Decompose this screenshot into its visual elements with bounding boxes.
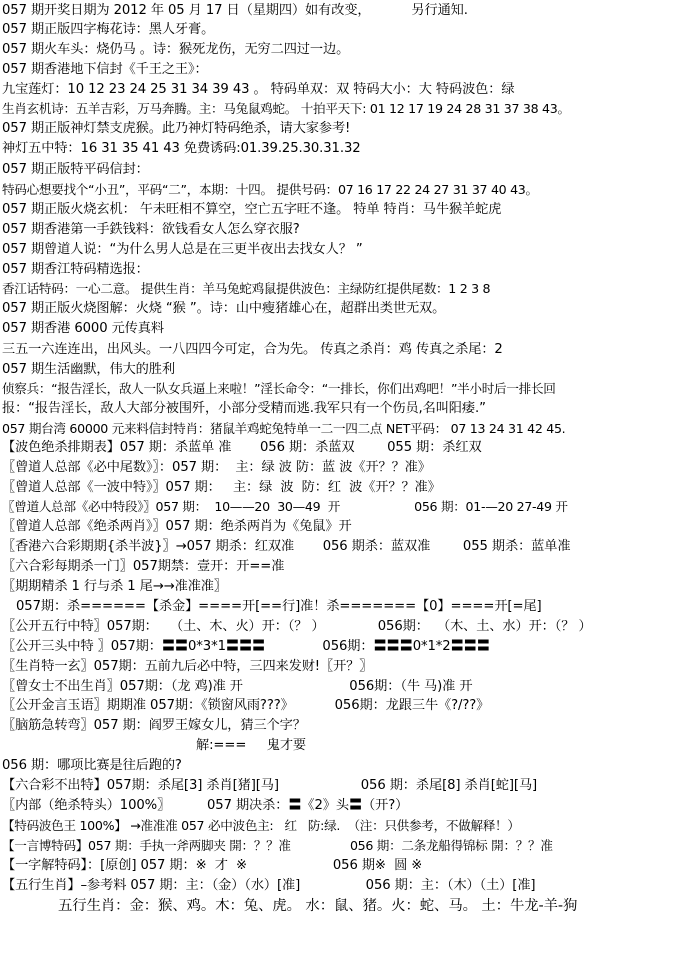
text-line: 【波色绝杀排期表】057 期：杀蓝单 准 056 期：杀蓝双 055 期：杀红双 xyxy=(2,440,482,455)
text-line: 〖曾道人总部《一波中特》〗057 期： 主：绿 波 防：红 波《开？？准》 xyxy=(2,480,441,495)
text-line: 057期：杀======【杀金】====开[==行]准！杀=======【0】====开[=尾] xyxy=(16,599,542,614)
text-line: 〖期期精杀 1 行与杀 1 尾→→准准准〗 xyxy=(2,579,227,594)
text-line: 特码心想要找个“小丑”，平码“二”，本期：十四。 提供号码：07 16 17 22 24 27 31 37 40 43。 xyxy=(2,182,538,197)
text-line: 〖曾道人总部《绝杀两肖》〗057 期：绝杀两肖为《兔鼠》开 xyxy=(2,519,352,534)
text-line: 〖曾道人总部《必中尾数》〗：057 期： 主：绿 波 防：蓝 波《开？？准》 xyxy=(2,460,431,475)
text-line: 〖六合彩每期杀一门〗057期禁：壹开：开==准 xyxy=(2,559,285,574)
text-line: 生肖玄机诗：五羊吉彩，万马奔腾。主：马兔鼠鸡蛇。 十拍平天下: 01 12 17 19 24 28 31 37 38 43。 xyxy=(2,101,570,116)
text-line: 057 期生活幽默，伟大的胜利 xyxy=(2,362,175,377)
text-line: 【六合彩不出特】057期：杀尾[3] 杀肖[猪][马] 056 期：杀尾[8] 杀肖[蛇][马] xyxy=(2,778,538,793)
text-line: 三五一六连连出，出风头。一八四四今可定，合为先。 传真之杀肖：鸡 传真之杀尾：2 xyxy=(2,342,503,357)
text-line: 〖曾女士不出生肖〗057期：（龙 鸡)准 开 056期：（牛 马)准 开 xyxy=(2,679,473,694)
text-line: 〖曾道人总部《必中特段》〗057 期： 10——20 30—49 开 056 期：01-—20 27-49 开 xyxy=(2,499,568,514)
text-line: 神灯五中特：16 31 35 41 43 免费诱码:01.39.25.30.31.32 xyxy=(2,141,361,156)
text-line: 057 期香港第一手鉄钱料：欲钱看女人怎么穿衣服? xyxy=(2,222,300,237)
text-line: 〖公开金言玉语〗期期准 057期：《锁窗风雨???》 056期：龙跟三牛《?/??》 xyxy=(2,698,490,713)
text-line: 〖内部（绝杀特头）100%〗 057 期决杀：〓《2》头〓（开?） xyxy=(2,798,409,813)
text-line: 【五行生肖】–参考料 057 期：主：（金）（水）[准] 056 期：主：（木）（土）[准] xyxy=(2,878,536,893)
text-line: 057 期正版火烧图解：火烧 “猴 ”。诗：山中瘦猪雄心在，超群出类世无双。 xyxy=(2,301,446,316)
text-line: 〖脑筋急转弯〗057 期：阎罗王嫁女儿，猜三个字？ xyxy=(2,718,306,733)
text-line: 057 期正版神灯禁支虎猴。此乃神灯特码绝杀，请大家参考! xyxy=(2,121,351,136)
text-line: 【特码波色王 100%】 →准准准 057 必中波色主: 红 防:绿. （注：只供参考，不做解释！） xyxy=(2,818,520,833)
text-line: 057 期开奖日期为 2012 年 05 月 17 日（星期四）如有改变， 另行通知. xyxy=(2,3,468,18)
text-line: 五行生肖：金：猴、鸡。木：兔、虎。 水：鼠、猪。火：蛇、马。 土：牛龙-羊-狗 xyxy=(58,898,578,914)
text-line: 056 期：哪项比赛是往后跑的? xyxy=(2,758,182,773)
text-line: 057 期正版火烧玄机： 午未旺相不算空，空亡五字旺不逢。 特单 特肖：马牛猴羊蛇虎 xyxy=(2,202,502,217)
text-line: 057 期香江特码精选报： xyxy=(2,262,149,277)
text-line: 057 期曾道人说：“为什么男人总是在三更半夜出去找女人？ ” xyxy=(2,242,363,257)
text-line: 〖香港六合彩期期{杀半波}〗→057 期杀：红双准 056 期杀：蓝双准 055 期杀：蓝单准 xyxy=(2,539,571,554)
text-line: 057 期火车头：烧仍马 。诗：猴死龙伤，无穷二四过一边。 xyxy=(2,42,350,57)
text-line: 〖公开三头中特 〗057期：〓〓0*3*1〓〓〓 056期：〓〓〓0*1*2〓〓〓 xyxy=(2,639,490,654)
text-line: 〖公开五行中特〗057期： （土、木、火）开：（？ ） 056期： （木、土、水）开：（？ ） xyxy=(2,619,592,634)
text-line: 【一言博特码】057 期：手执一斧两脚夹 開：？？准 056 期：二条龙船得锦标 開：？？准 xyxy=(2,838,553,853)
text-line: 香江话特码：一心二意。 提供生肖：羊马兔蛇鸡鼠提供波色：主绿防红提供尾数：1 2 3 8 xyxy=(2,281,491,296)
text-line: 057 期正版四字梅花诗：黑人牙膏。 xyxy=(2,22,215,37)
text-line: 057 期香港 6000 元传真料 xyxy=(2,321,164,336)
text-line: 057 期台湾 60000 元来料信封特肖：猪鼠羊鸡蛇兔特单一二一四二点 NET平码： 07 13 24 31 42 45. xyxy=(2,421,566,436)
text-line: 〖生肖特一玄〗057期：五前九后必中特，三四来发财!〖开？〗 xyxy=(2,659,373,674)
text-line: 解:=== 鬼才要 xyxy=(196,738,307,753)
text-line: 057 期正版特平码信封： xyxy=(2,162,149,177)
text-line: 【一字解特码】：[原创] 057 期：※ 才 ※ 056 期※ 圆 ※ xyxy=(2,858,423,873)
text-line: 九宝莲灯：10 12 23 24 25 31 34 39 43 。 特码单双：双 特码大小：大 特码波色：绿 xyxy=(2,82,515,97)
text-line: 报：“报告淫长，敌人大部分被围歼，小部分受精而逃.我军只有一个伤员,名叫阳痿.” xyxy=(2,401,486,416)
text-line: 侦察兵：“报告淫长，敌人一队女兵逼上来啦！”淫长命令：“一排长，你们出鸡吧！”半小时后一排长回 xyxy=(2,381,556,396)
text-line: 057 期香港地下信封《千王之王》： xyxy=(2,62,208,77)
